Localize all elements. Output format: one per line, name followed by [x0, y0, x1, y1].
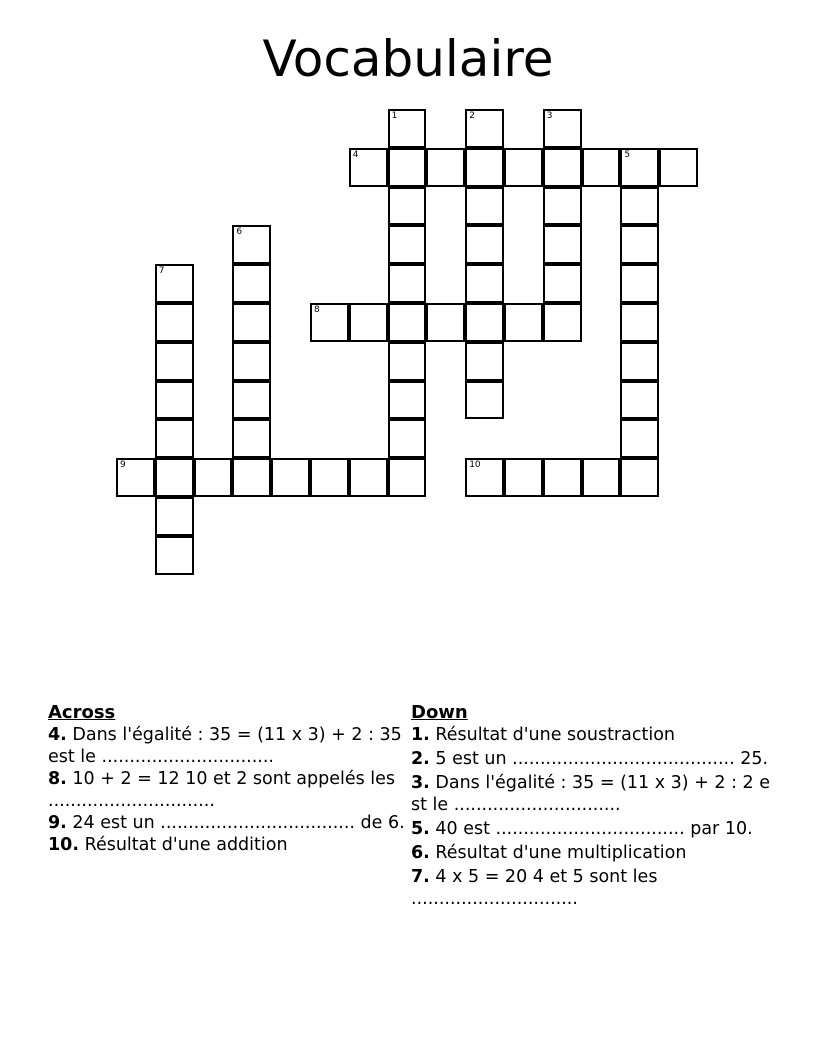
grid-cell[interactable] — [232, 342, 271, 381]
cell-number: 8 — [314, 305, 320, 315]
cell-number: 9 — [120, 460, 126, 471]
clue-number: 2. — [411, 749, 430, 769]
clue-number: 5. — [411, 819, 430, 839]
clue-text: 5 est un ........................................ 25. — [429, 749, 769, 769]
clue-text: 10 + 2 = 12 10 et 2 sont appelés les .............................. — [48, 769, 396, 811]
grid-cell[interactable] — [194, 458, 233, 497]
clue-text: Résultat d'une multiplication — [429, 843, 687, 863]
grid-cell[interactable] — [388, 303, 427, 342]
grid-cell[interactable] — [232, 381, 271, 420]
grid-cell[interactable] — [388, 264, 427, 303]
grid-cell[interactable] — [426, 148, 465, 187]
grid-cell[interactable] — [271, 458, 310, 497]
grid-cell[interactable] — [232, 458, 271, 497]
grid-cell[interactable] — [349, 303, 388, 342]
grid-cell[interactable] — [465, 381, 504, 420]
grid-cell[interactable] — [620, 264, 659, 303]
grid-cell[interactable] — [543, 109, 582, 148]
grid-cell[interactable] — [232, 419, 271, 458]
grid-cell[interactable] — [543, 225, 582, 264]
page-title: Vocabulaire — [262, 30, 554, 88]
grid-cell[interactable] — [582, 148, 621, 187]
grid-cell[interactable] — [620, 342, 659, 381]
clue-number: 1. — [411, 725, 430, 745]
grid-cell[interactable] — [388, 109, 427, 148]
down-clue — [411, 772, 771, 816]
grid-cell[interactable] — [155, 536, 194, 575]
down-clue — [411, 818, 771, 840]
clue-number: 10. — [48, 835, 80, 855]
clue-text: 4 x 5 = 20 4 et 5 sont les .............................. — [411, 867, 658, 909]
down-heading: Down — [411, 702, 468, 723]
across-clue — [48, 812, 408, 834]
grid-cell[interactable] — [349, 148, 388, 187]
clue-number: 3. — [411, 773, 430, 793]
grid-cell[interactable] — [388, 381, 427, 420]
clue-text: Résultat d'une soustraction — [429, 725, 675, 745]
grid-cell[interactable] — [388, 458, 427, 497]
clue-text: Dans l'égalité : 35 = (11 x 3) + 2 : 35 est le ............................... — [48, 725, 402, 767]
grid-cell[interactable] — [155, 264, 194, 303]
across-clue — [48, 834, 408, 856]
down-clue — [411, 748, 771, 770]
grid-cell[interactable] — [388, 225, 427, 264]
down-clue — [411, 866, 771, 910]
grid-cell[interactable] — [232, 264, 271, 303]
grid-cell[interactable] — [620, 187, 659, 226]
grid-cell[interactable] — [310, 303, 349, 342]
clue-text: 24 est un ................................... de 6. — [66, 813, 405, 833]
across-heading: Across — [48, 702, 116, 723]
grid-cell[interactable] — [465, 148, 504, 187]
clue-number: 4. — [48, 725, 67, 745]
down-clues — [411, 702, 771, 912]
grid-cell[interactable] — [543, 458, 582, 497]
grid-cell[interactable] — [465, 225, 504, 264]
grid-cell[interactable] — [232, 225, 271, 264]
grid-cell[interactable] — [426, 303, 465, 342]
clue-text: 40 est .................................. par 10. — [429, 819, 753, 839]
grid-cell[interactable] — [465, 187, 504, 226]
clue-number: 7. — [411, 867, 430, 887]
grid-cell[interactable] — [232, 303, 271, 342]
cell-number: 4 — [352, 149, 359, 160]
grid-cell[interactable] — [504, 303, 543, 342]
grid-cell[interactable] — [465, 109, 504, 148]
cell-number: 6 — [236, 227, 243, 238]
clue-number: 6. — [411, 843, 430, 863]
grid-cell[interactable] — [620, 381, 659, 420]
grid-cell[interactable] — [659, 148, 698, 187]
grid-cell[interactable] — [155, 381, 194, 420]
grid-cell[interactable] — [116, 458, 155, 497]
grid-cell[interactable] — [388, 419, 427, 458]
grid-cell[interactable] — [465, 342, 504, 381]
grid-cell[interactable] — [620, 458, 659, 497]
cell-number: 10 — [469, 460, 481, 471]
across-clues — [48, 702, 408, 856]
across-clue — [48, 724, 408, 768]
down-clue — [411, 842, 771, 864]
grid-cell[interactable] — [388, 187, 427, 226]
grid-cell[interactable] — [543, 148, 582, 187]
across-clue — [48, 768, 408, 812]
cell-number: 2 — [469, 111, 475, 121]
cell-number: 5 — [624, 149, 631, 160]
cell-number: 3 — [546, 111, 553, 121]
grid-cell[interactable] — [504, 458, 543, 497]
grid-cell[interactable] — [620, 225, 659, 264]
grid-cell[interactable] — [543, 303, 582, 342]
grid-cell[interactable] — [504, 148, 543, 187]
grid-cell[interactable] — [388, 148, 427, 187]
grid-cell[interactable] — [155, 497, 194, 536]
grid-cell[interactable] — [543, 187, 582, 226]
grid-cell[interactable] — [155, 303, 194, 342]
grid-cell[interactable] — [155, 342, 194, 381]
grid-cell[interactable] — [620, 303, 659, 342]
cell-number: 1 — [391, 111, 398, 121]
grid-cell[interactable] — [620, 148, 659, 187]
grid-cell[interactable] — [388, 342, 427, 381]
grid-cell[interactable] — [465, 458, 504, 497]
cell-number: 7 — [158, 266, 165, 277]
grid-cell[interactable] — [155, 419, 194, 458]
grid-cell[interactable] — [155, 458, 194, 497]
grid-cell[interactable] — [310, 458, 349, 497]
down-clue — [411, 724, 771, 746]
grid-cell[interactable] — [465, 264, 504, 303]
grid-cell[interactable] — [465, 303, 504, 342]
grid-cell[interactable] — [620, 419, 659, 458]
clue-number: 9. — [48, 813, 67, 833]
grid-cell[interactable] — [543, 264, 582, 303]
grid-cell[interactable] — [582, 458, 621, 497]
clue-text: Dans l'égalité : 35 = (11 x 3) + 2 : 2 est le .............................. — [411, 773, 771, 815]
clue-text: Résultat d'une addition — [79, 835, 288, 855]
clue-number: 8. — [48, 769, 67, 789]
grid-cell[interactable] — [349, 458, 388, 497]
